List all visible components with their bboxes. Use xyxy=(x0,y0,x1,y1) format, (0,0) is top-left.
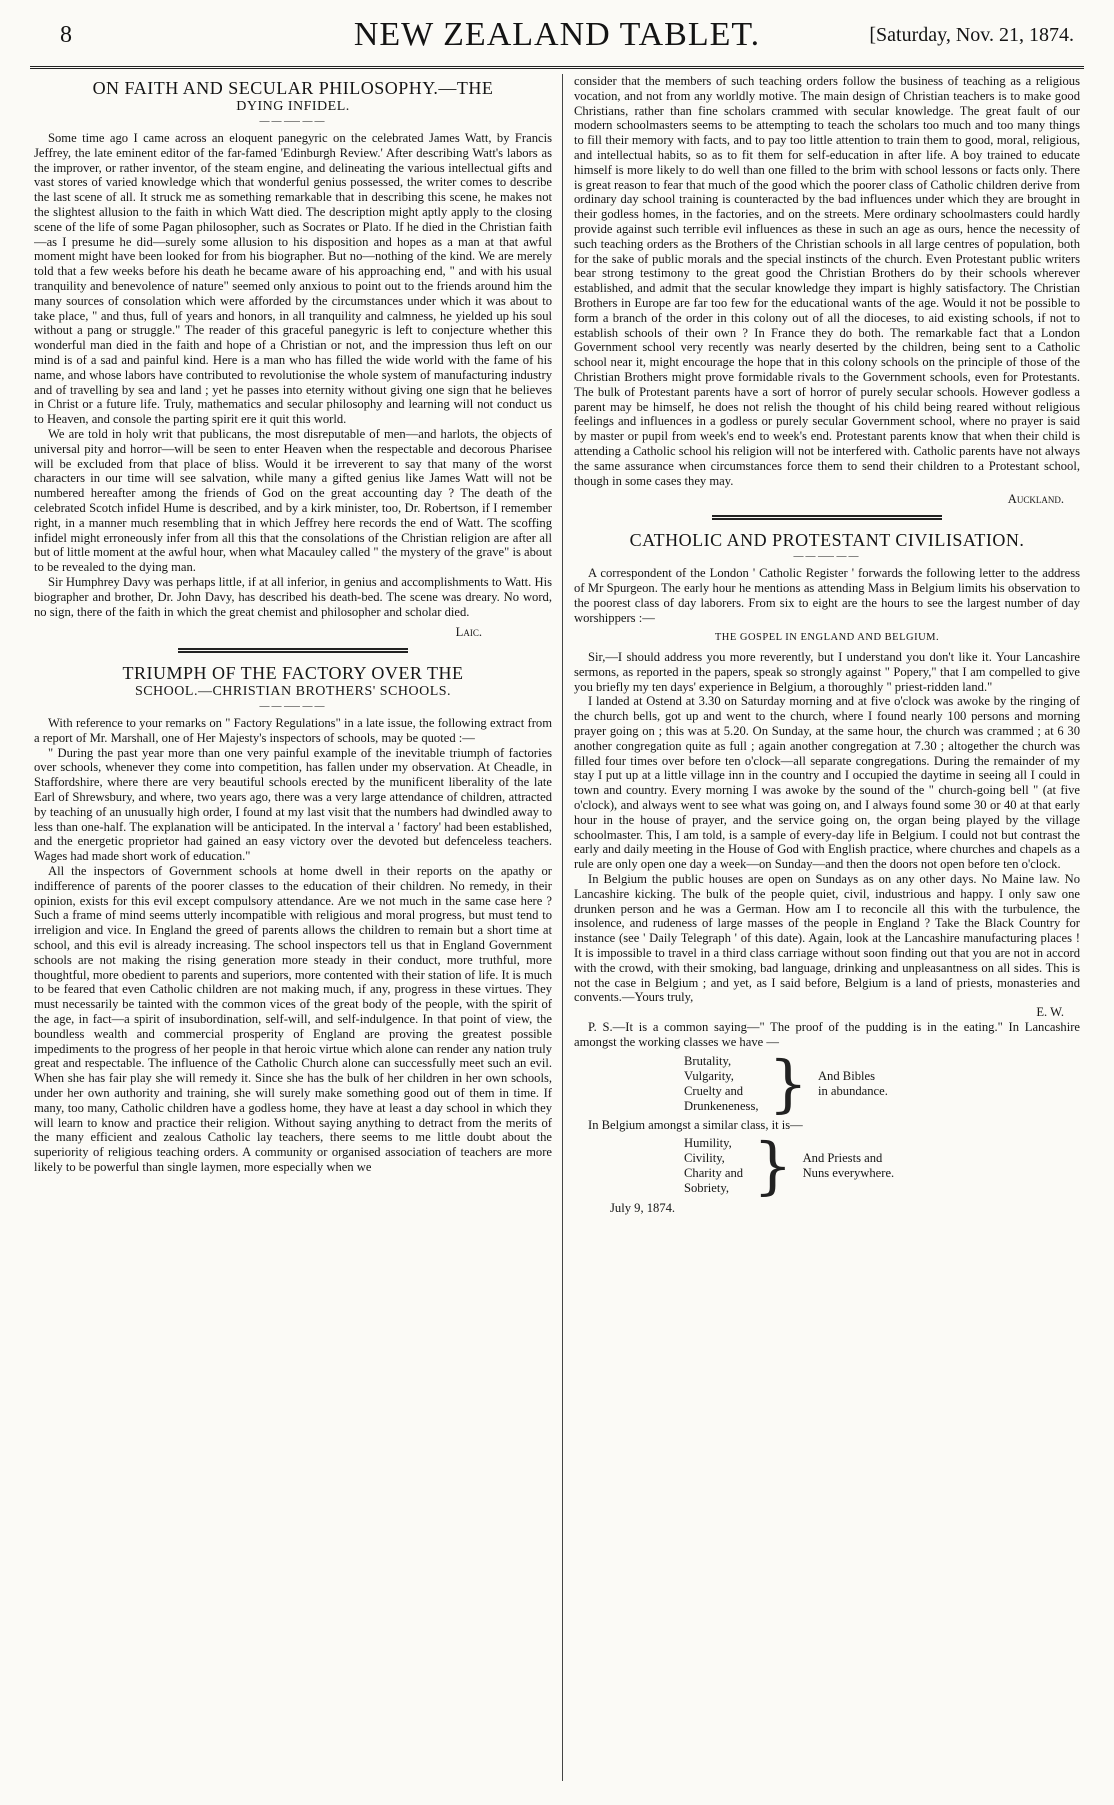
issue-date: [Saturday, Nov. 21, 1874. xyxy=(869,24,1074,46)
list-item: Brutality, xyxy=(684,1053,732,1068)
article1-subheading: DYING INFIDEL. xyxy=(236,99,350,114)
list-item: Civility, xyxy=(684,1151,725,1166)
letter-heading: THE GOSPEL IN ENGLAND AND BELGIUM. xyxy=(714,632,940,644)
article2-continuation: consider that the members of such teaching orders follow the business of teaching as a religious vocation, and not from any worldly motive. The main design of Christian teachers is to make good Christians, rather than fine scholars crammed with secular knowledge. The great fault of our modern schoolmasters seems to be attempting to teach the scholars too much and too many things to fill their memory with facts, and to pay too little attention to train them to good, moral, religious, and intellectual habits, so as to fit them for self-education in after life. A boy trained to educate himself is more likely to do well than one filled to the brim with school lessons or facts only. There is great reason to fear that much of the good which the poorer class of Catholic children derive from ordinary day school training is counteracted by the bad influences under which they are brought in their godless homes, in the factories, and on the streets. Mere ordinary schoolmasters could hardly provide against such terrible evil influences as these in such an age as ours, hence the necessity of such teaching orders as the Brothers of the Christian schools in all large centres of population, both for the sake of public morals and the special instincts of the church. Even Protestant public writers bear strong testimony to the great good the Christian Brothers do by their schools wherever established, and admit that the secular knowledge they impart is highly satisfactory. The Christian Brothers in Europe are far too few for the educational wants of the age. Would it not be possible to form a branch of the order in this colony out of all the dioceses, to aid existing schools, if not to establish schools of their own ? In France they do both. The remarkable fact that a London Government school very recently was nearly deserted by the children, being sent to a Catholic school near it, might encourage the hope that in this colony schools on the principle of those of the Christian Brothers might prove formidable rivals to the Government schools, even for Protestants. The bulk of Protestant parents have a sort of horror of purely secular schools. However godless a parent may be himself, he does not relish the thought of his child being reared without religious feelings and influences in a godless or purely secular Government school, where no prayer is said by master or pupil from week's end to week's end. Protestant parents know that when their child is attending a Catholic school his religion will not be interfered with. Catholic parents have not always the same assurance when circumstances force them to send their children to a Protestant school, though in some cases they may. xyxy=(574,74,1080,488)
left-column xyxy=(34,74,552,1781)
article1-paragraph: We are told in holy writ that publicans, the most disreputable of men—and harlots, the objects of universal pity and horror—will be seen to enter Heaven when the respectable and decorous Pharisee will be excluded from that place of bliss. Would it be irreverent to say that many of the worst characters in our time will see salvation, while many a gifted genius like James Watt will not be numbered hereafter among the friends of God on the great accounting day ? The death of the celebrated Scotch infidel Hume is described, and by a kirk minister, too, Dr. Robertson, if I remember right, in a manner much resembling that in which Jeffrey here records the end of Watt. The scoffing infidel might erroneously infer from all this that the consolations of the Christian religion are after all but of little moment at the awful hour, when what Macauley called " the mystery of the grave" is about to be revealed to the dying man. xyxy=(34,426,552,575)
section-rule xyxy=(712,515,942,520)
article1-paragraph: Sir Humphrey Davy was perhaps little, if at all inferior, in genius and accomplishments to Watt. His biographer and brother, Dr. John Davy, has described his death-bed. The scene was dreary. No word, no sign, there of the faith in which the great chemist and philosopher and scholar died. xyxy=(34,574,552,619)
article1-heading: ON FAITH AND SECULAR PHILOSOPHY.—THE xyxy=(92,78,494,98)
column-divider xyxy=(562,74,563,1781)
letter-paragraph: Sir,—I should address you more reverently, but I understand you don't like it. Your Lancashire sermons, as reported in the papers, speak so strongly against " Popery," that I am compelled to give you briefly my ten days' experience in Belgium, a thoroughly " priest-ridden land." xyxy=(574,650,1080,694)
belgium-line: In Belgium amongst a similar class, it is— xyxy=(588,1117,803,1132)
article2-intro: With reference to your remarks on " Factory Regulations" in a late issue, the following extract from a report of Mr. Marshall, one of Her Majesty's inspectors of schools, may be quoted :— xyxy=(34,716,552,745)
article1-paragraph: Some time ago I came across an eloquent panegyric on the celebrated James Watt, by Francis Jeffrey, the late eminent editor of the far-famed 'Edinburgh Review.' After describing Watt's labors as the improver, or rather inventor, of the steam engine, and delineating the various intellectual gifts and vast stores of varied knowledge which that wonderful genius possessed, the writer comes to describe the last scene of all. It struck me as something remarkable that in describing this scene, he makes not the slightest allusion to the faith in which Watt died. The description might aptly apply to the closing scene of the life of some Pagan philosopher, such as Socrates or Plato. If he died in the Christian faith—as I presume he did—surely some allusion to his disposition and hopes as a man at that awful moment might have been looked for from his biographer. But no—nothing of the kind. We are merely told that a few weeks before his death he became aware of his approaching end, " and with his usual tranquility and benevolence of nature" seemed only anxious to point out to the friends around him the many sources of consolation which were afforded by the circumstances under which it was about to take place, " and thus, full of years and honors, in all tranquility and calmness, he yielded up his soul without a pang or struggle." The reader of this graceful panegyric is left to conjecture whether this wonderful man died in the faith and hope of a Christian or not, and the impression thus left on our mind is of a sad and painful kind. Here is a man who has filled the wide world with the fame of his name, and whose labors have contributed to revolutionise the whole system of manufacturing industry and of travelling by sea and land ; yet he passes into eternity without giving one sign that he believes in Christ or a future life. Truly, mathematics and secular philosophy and learning will not conduct us to Heaven, and console the parting spirit ere it quit this world. xyxy=(34,131,552,427)
letter-paragraph: In Belgium the public houses are open on Sundays as on any other days. No Maine law. No Lancashire kicking. The bulk of the people quiet, civil, industrious and happy. I only saw one drunken person and he was a German. How am I to reconcile all this with the turbulence, the insolence, and rudeness of large masses of the people in England ? Take the Black Country for instance (see ' Daily Telegraph ' of this date). Again, look at the Lancashire manufacturing places ! It is impossible to travel in a third class carriage without soon finding out that you are not in accord with the crowd, with their smoking, bad language, drinking and unpleasantness on all sides. This is not the case in Belgium ; and yet, as I said before, Belgium is a land of priests, monasteries and convents.—Yours truly, xyxy=(574,872,1080,1005)
list-belgium xyxy=(684,1129,1080,1203)
ornament-divider: ——⸺—— xyxy=(793,551,861,563)
newspaper-title: NEW ZEALAND TABLET. xyxy=(353,16,761,53)
section-rule xyxy=(178,648,408,653)
masthead xyxy=(30,12,1084,68)
letter-signature: E. W. xyxy=(1036,1005,1064,1020)
article2-heading: TRIUMPH OF THE FACTORY OVER THE xyxy=(122,663,464,684)
list-item: Cruelty and xyxy=(684,1083,744,1098)
article1-signature: Laic. xyxy=(455,625,482,640)
article2-subheading: SCHOOL.—CHRISTIAN BROTHERS' SCHOOLS. xyxy=(134,684,452,700)
masthead-rule xyxy=(30,66,1084,69)
list-item: Drunkeneness, xyxy=(684,1098,759,1113)
list-caption-line: in abundance. xyxy=(817,1083,888,1098)
list-item: Humility, xyxy=(684,1136,732,1151)
letter-paragraph: I landed at Ostend at 3.30 on Saturday morning and at five o'clock was awoke by the ringing of the church bells, got up and went to the church, where I found nearly 100 persons and morning prayer going on ; this was at 5.20. On Sunday, at the same hour, the church was crammed ; at 6 30 another congregation quite as full ; again another congregation at 7.30 ; altogether the church was filled four times over before ten o'clock—all separate congregations. During the remainder of my stay I put up at a little village inn in the country and I occupied the daytime in seeing all I could in town and country. Every morning I was awoke by the sound of the " church-going bell " (at five o'clock), and always went to see what was going on, and I always found some 30 or 40 at that early hour in the house of prayer, and the service going on, the organ being played by the village schoolmaster. This, I am told, is a sample of every-day life in Belgium. I could not but contrast the early and daily meeting in the House of God with English practice, where churches and chapels as a rule are only open one day a week—on Sunday—and then the doors not open before ten o'clock. xyxy=(574,694,1080,872)
article2-paragraph: " During the past year more than one very painful example of the inevitable triumph of factories over schools, whenever they come into competition, has fallen under my observation. At Cheadle, in Staffordshire, where there are very beautiful schools erected by the munificent liberality of the late Earl of Shrewsbury, and where, two years ago, there was a very large attendance of children, attracted by teaching of an unusually high order, I found at my last visit that the numbers had dwindled away to less than one-half. The explanation will be anticipated. In the interval a ' factory' had been established, and the energetic proprietor had gained an easy victory over the devoted but defenceless teachers. Wages had made short work of education." xyxy=(34,745,552,864)
right-column xyxy=(574,74,1080,1781)
list-item: Vulgarity, xyxy=(684,1068,734,1083)
postscript: P. S.—It is a common saying—" The proof of the pudding is in the eating." In Lancashire amongst the working classes we have — xyxy=(574,1020,1080,1049)
page-number: 8 xyxy=(60,22,72,48)
ornament-divider: ——⸺—— xyxy=(259,701,327,713)
list-caption-line: And Bibles xyxy=(817,1068,875,1083)
list-item: Sobriety, xyxy=(684,1181,730,1196)
brace-icon: } xyxy=(768,1046,808,1120)
article2-signature: Auckland. xyxy=(1007,492,1064,507)
list-caption-line: And Priests and xyxy=(802,1151,883,1166)
ornament-divider: ——⸺—— xyxy=(259,116,327,127)
article2-paragraph: All the inspectors of Government schools at home dwell in their reports on the apathy or indifference of parents of the poorer classes to the education of their children. No remedy, in their opinion, exists for this evil except compulsory attendance. Are we not much in the same case here ? Such a frame of mind seems utterly incompatible with religious and moral progress, but must tend to irreligion and vice. In England the greed of parents allows the children to remain but a short time at school, and this evil is already increasing. The school inspectors tell us that in England Government schools are not making the rising generation more steady in their conduct, more truthful, more thoughtful, more obedient to parents and superiors, more contented with their station of life. It is much to be feared that even Catholic children are not making much, if any, progress in these virtues. They must necessarily be tainted with the common vices of the great body of the people, with the spirit of the age, in fact—a spirit of insubordination, self-will, and self-indulgence. In that point of view, the boundless wealth and commercial prosperity of England are proving the greatest possible impediments to the progress of her people in that heroic virtue which alone can render any nation truly great and respectable. The influence of the Catholic Church alone can successfully meet such an evil. When she has fair play she will remedy it. Since she has the bulk of her children in her own schools, under her own authority and training, she will surely make something good out of them in time. If many, too many, Catholic children have a godless home, they have at least a day school in which they will learn to know and practice their religion. Without saying anything to detract from the merits of the many efficient and zealous Catholic lay teachers, there seems to me little doubt about the superiority of religious teaching orders. A community or organised association of teachers are more likely to be powerful than single laymen, more especially when we xyxy=(34,864,552,1174)
article3-intro: A correspondent of the London ' Catholic Register ' forwards the following letter to the address of Mr Spurgeon. The early hour he mentions as attending Mass in Belgium limits his observation to the poorest class of day laborers. From six to eight are the hours to see the largest number of day worshippers :— xyxy=(574,566,1080,625)
list-item: Charity and xyxy=(684,1166,744,1181)
brace-icon: } xyxy=(753,1129,793,1203)
list-caption-line: Nuns everywhere. xyxy=(802,1166,895,1181)
list-lancashire xyxy=(684,1046,1080,1120)
article3-heading: CATHOLIC AND PROTESTANT CIVILISATION. xyxy=(629,530,1025,551)
letter-dateline: July 9, 1874. xyxy=(610,1201,676,1216)
